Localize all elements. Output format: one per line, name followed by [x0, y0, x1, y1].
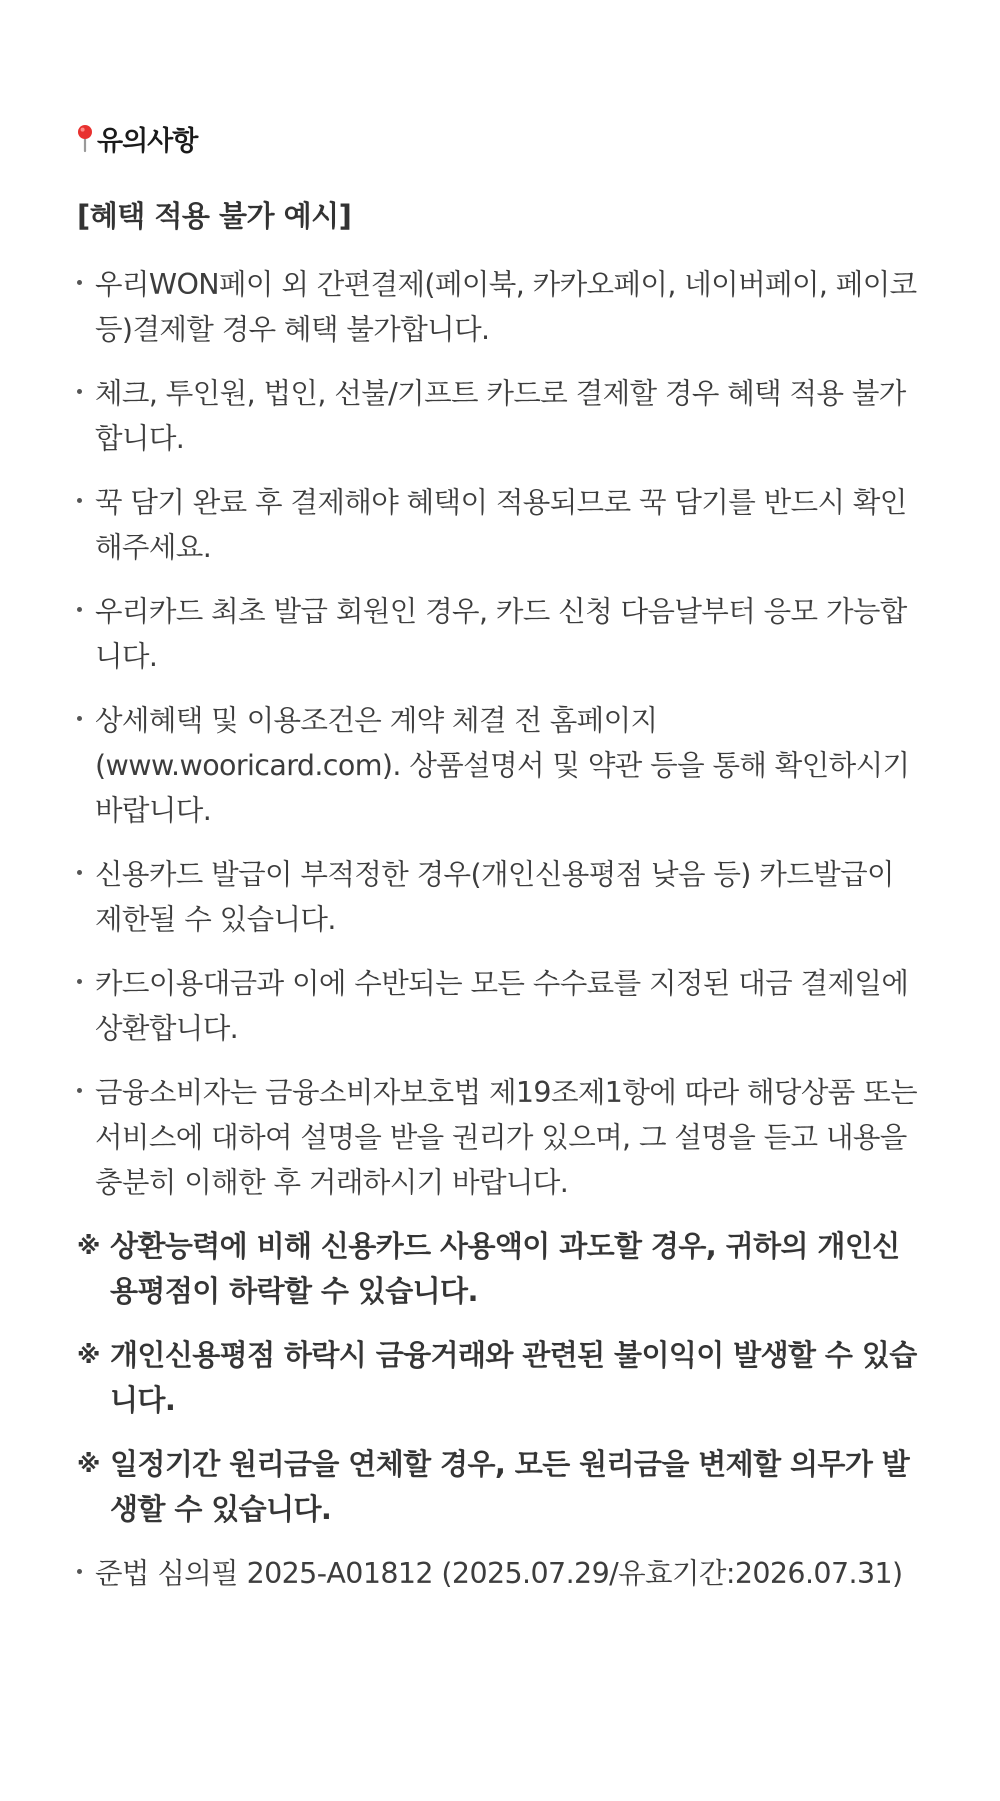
bullet-text: 우리WON페이 외 간편결제(페이북, 카카오페이, 네이버페이, 페이코 등)결제할 경우 혜택 불가합니다. [95, 268, 917, 346]
credit-warning-item [77, 1224, 920, 1314]
list-item [77, 961, 920, 1051]
bullet-dot [77, 1569, 82, 1574]
bullet-text: 체크, 투인원, 법인, 선불/기프트 카드로 결제할 경우 혜택 적용 불가합니다. [95, 377, 906, 455]
list-item [77, 698, 920, 833]
round-pushpin-icon [77, 123, 93, 153]
reference-mark: ※ [77, 1450, 100, 1478]
list-item [77, 1070, 920, 1205]
bullet-dot [77, 716, 82, 721]
bullet-dot [77, 870, 82, 875]
list-item [77, 480, 920, 570]
notice-title: 유의사항 [97, 125, 198, 157]
bullet-dot [77, 389, 82, 394]
warning-text: 상환능력에 비해 신용카드 사용액이 과도할 경우, 귀하의 개인신용평점이 하락할 수 있습니다. [110, 1229, 900, 1308]
credit-warning-item [77, 1442, 920, 1532]
bullet-dot [77, 1088, 82, 1093]
bullet-dot [77, 607, 82, 612]
notice-title-row [77, 120, 920, 156]
warning-text: 개인신용평점 하락시 금융거래와 관련된 불이익이 발생할 수 있습니다. [110, 1338, 917, 1417]
benefit-exclusion-heading: [혜택 적용 불가 예시] [77, 199, 352, 233]
bullet-text: 금융소비자는 금융소비자보호법 제19조제1항에 따라 해당상품 또는 서비스에 대하여 설명을 받을 권리가 있으며, 그 설명을 듣고 내용을 충분히 이해한 후 거래하시기 바랍니다. [95, 1076, 918, 1199]
bullet-dot [77, 979, 82, 984]
warning-text: 일정기간 원리금을 연체할 경우, 모든 원리금을 변제할 의무가 발생할 수 있습니다. [110, 1447, 910, 1526]
notice-bullet-list [77, 262, 920, 1205]
compliance-approval [77, 1551, 920, 1596]
bullet-text: 우리카드 최초 발급 회원인 경우, 카드 신청 다음날부터 응모 가능합니다. [95, 595, 907, 673]
list-item [77, 852, 920, 942]
reference-mark: ※ [77, 1232, 100, 1260]
list-item [77, 262, 920, 352]
credit-warning-item [77, 1333, 920, 1423]
bullet-text: 카드이용대금과 이에 수반되는 모든 수수료를 지정된 대금 결제일에 상환합니다. [95, 967, 909, 1045]
reference-mark: ※ [77, 1341, 100, 1369]
bullet-dot [77, 280, 82, 285]
bullet-text: 상세혜택 및 이용조건은 계약 체결 전 홈페이지 (www.wooricard.com). 상품설명서 및 약관 등을 통해 확인하시기 바랍니다. [95, 704, 910, 827]
compliance-list [77, 1551, 920, 1596]
bullet-text: 신용카드 발급이 부적정한 경우(개인신용평점 낮음 등) 카드발급이 제한될 수 있습니다. [95, 858, 894, 936]
compliance-text: 준법 심의필 2025-A01812 (2025.07.29/유효기간:2026.07.31) [95, 1557, 903, 1590]
list-item [77, 589, 920, 679]
list-item [77, 371, 920, 461]
bullet-dot [77, 498, 82, 503]
bullet-text: 꾹 담기 완료 후 결제해야 혜택이 적용되므로 꾹 담기를 반드시 확인해주세요. [95, 486, 907, 564]
